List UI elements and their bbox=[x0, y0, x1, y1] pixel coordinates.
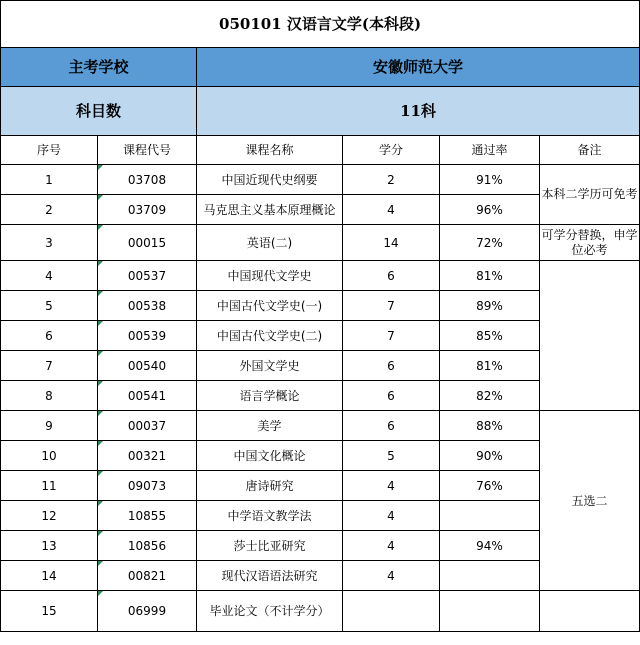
row-code: 00539 bbox=[98, 321, 197, 351]
row-code: 00540 bbox=[98, 351, 197, 381]
row-name: 中国文化概论 bbox=[197, 441, 343, 471]
row-name: 毕业论文（不计学分） bbox=[197, 591, 343, 632]
note-elective: 五选二 bbox=[540, 411, 640, 591]
row-credit: 4 bbox=[343, 195, 440, 225]
row-no: 1 bbox=[1, 165, 98, 195]
row-credit: 4 bbox=[343, 531, 440, 561]
table-row bbox=[1, 225, 640, 261]
row-name: 唐诗研究 bbox=[197, 471, 343, 501]
row-credit bbox=[343, 591, 440, 632]
row-no: 7 bbox=[1, 351, 98, 381]
header-code: 课程代号 bbox=[98, 136, 197, 165]
row-name: 语言学概论 bbox=[197, 381, 343, 411]
row-name: 中国古代文学史(一) bbox=[197, 291, 343, 321]
row-rate: 96% bbox=[440, 195, 540, 225]
row-rate: 81% bbox=[440, 261, 540, 291]
note-empty bbox=[540, 261, 640, 411]
row-no: 10 bbox=[1, 441, 98, 471]
row-code: 10856 bbox=[98, 531, 197, 561]
row-credit: 6 bbox=[343, 381, 440, 411]
row-no: 11 bbox=[1, 471, 98, 501]
table-row bbox=[1, 411, 640, 441]
note-exempt: 本科二学历可免考 bbox=[540, 165, 640, 225]
header-note: 备注 bbox=[540, 136, 640, 165]
row-rate bbox=[440, 591, 540, 632]
row-no: 3 bbox=[1, 225, 98, 261]
row-code: 00321 bbox=[98, 441, 197, 471]
row-no: 2 bbox=[1, 195, 98, 225]
row-rate: 88% bbox=[440, 411, 540, 441]
row-note bbox=[540, 591, 640, 632]
row-credit: 6 bbox=[343, 411, 440, 441]
table-row bbox=[1, 165, 640, 195]
row-rate: 81% bbox=[440, 351, 540, 381]
row-code: 00537 bbox=[98, 261, 197, 291]
row-code: 10855 bbox=[98, 501, 197, 531]
row-no: 5 bbox=[1, 291, 98, 321]
row-rate: 85% bbox=[440, 321, 540, 351]
row-name: 外国文学史 bbox=[197, 351, 343, 381]
row-credit: 6 bbox=[343, 351, 440, 381]
header-credit: 学分 bbox=[343, 136, 440, 165]
row-no: 4 bbox=[1, 261, 98, 291]
header-name: 课程名称 bbox=[197, 136, 343, 165]
row-rate: 82% bbox=[440, 381, 540, 411]
row-no: 6 bbox=[1, 321, 98, 351]
row-no: 15 bbox=[1, 591, 98, 632]
row-no: 13 bbox=[1, 531, 98, 561]
row-rate: 94% bbox=[440, 531, 540, 561]
row-credit: 2 bbox=[343, 165, 440, 195]
row-name: 英语(二) bbox=[197, 225, 343, 261]
row-code: 00037 bbox=[98, 411, 197, 441]
table-row bbox=[1, 591, 640, 632]
row-credit: 14 bbox=[343, 225, 440, 261]
row-code: 06999 bbox=[98, 591, 197, 632]
row-rate: 91% bbox=[440, 165, 540, 195]
row-code: 03709 bbox=[98, 195, 197, 225]
row-name: 中学语文教学法 bbox=[197, 501, 343, 531]
subject-count-label: 科目数 bbox=[1, 87, 197, 136]
row-credit: 4 bbox=[343, 501, 440, 531]
row-credit: 7 bbox=[343, 291, 440, 321]
row-rate: 76% bbox=[440, 471, 540, 501]
row-code: 09073 bbox=[98, 471, 197, 501]
row-rate: 72% bbox=[440, 225, 540, 261]
row-credit: 4 bbox=[343, 471, 440, 501]
row-name: 中国近现代史纲要 bbox=[197, 165, 343, 195]
row-no: 9 bbox=[1, 411, 98, 441]
row-name: 美学 bbox=[197, 411, 343, 441]
row-credit: 4 bbox=[343, 561, 440, 591]
row-name: 莎士比亚研究 bbox=[197, 531, 343, 561]
row-name: 现代汉语语法研究 bbox=[197, 561, 343, 591]
row-credit: 5 bbox=[343, 441, 440, 471]
row-credit: 6 bbox=[343, 261, 440, 291]
row-code: 03708 bbox=[98, 165, 197, 195]
row-rate bbox=[440, 501, 540, 531]
header-no: 序号 bbox=[1, 136, 98, 165]
table-row bbox=[1, 261, 640, 291]
row-rate: 89% bbox=[440, 291, 540, 321]
row-credit: 7 bbox=[343, 321, 440, 351]
row-no: 8 bbox=[1, 381, 98, 411]
header-row bbox=[1, 136, 640, 165]
table-title: 050101 汉语言文学(本科段) bbox=[1, 1, 640, 48]
row-name: 中国现代文学史 bbox=[197, 261, 343, 291]
row-code: 00821 bbox=[98, 561, 197, 591]
school-label: 主考学校 bbox=[1, 48, 197, 87]
row-no: 14 bbox=[1, 561, 98, 591]
row-rate bbox=[440, 561, 540, 591]
subject-count-value: 11科 bbox=[197, 87, 640, 136]
row-code: 00541 bbox=[98, 381, 197, 411]
row-code: 00015 bbox=[98, 225, 197, 261]
row-rate: 90% bbox=[440, 441, 540, 471]
row-no: 12 bbox=[1, 501, 98, 531]
header-rate: 通过率 bbox=[440, 136, 540, 165]
row-name: 中国古代文学史(二) bbox=[197, 321, 343, 351]
note-degree: 可学分替换，申学位必考 bbox=[540, 225, 640, 261]
school-value: 安徽师范大学 bbox=[197, 48, 640, 87]
row-name: 马克思主义基本原理概论 bbox=[197, 195, 343, 225]
row-code: 00538 bbox=[98, 291, 197, 321]
